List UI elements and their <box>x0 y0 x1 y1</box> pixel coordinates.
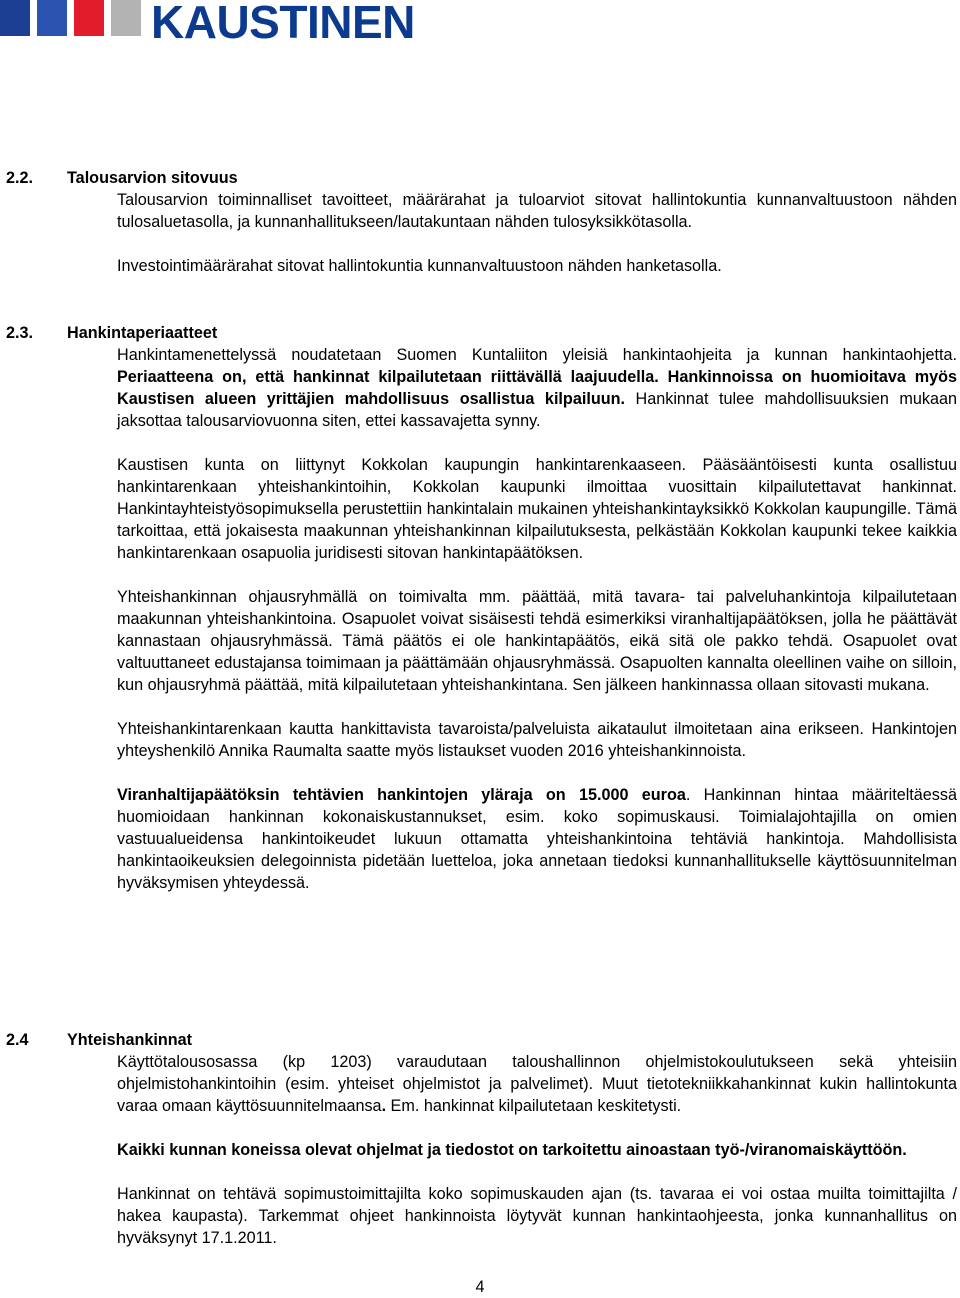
paragraph <box>117 784 957 894</box>
section-title: Hankintaperiaatteet <box>67 324 218 342</box>
section-number: 2.4 <box>6 1031 29 1049</box>
text-run: Hankinnat tulee mahdollisuuksien mukaan jaksottaa talousarviovuonna siten, ettei kassavajetta synny. <box>117 390 957 430</box>
bold-text: . <box>381 1097 387 1115</box>
logo-mark-icon <box>0 0 148 44</box>
logo-square-dark <box>0 0 30 36</box>
section-2-3-body <box>117 344 957 894</box>
page-number: 4 <box>475 1278 485 1296</box>
paragraph: Investointimäärärahat sitovat hallintokuntia kunnanvaltuustoon nähden hanketasolla. <box>117 257 722 275</box>
text-run: Em. hankinnat kilpailutetaan keskitetysti. <box>386 1097 682 1115</box>
paragraph <box>117 1051 957 1117</box>
logo-square-blue <box>37 0 67 36</box>
paragraph-bold: Kaikki kunnan koneissa olevat ohjelmat ja tiedostot on tarkoitettu ainoastaan työ-/viranomaiskäyttöön. <box>117 1141 907 1159</box>
paragraph: Talousarvion toiminnalliset tavoitteet, määrärahat ja tuloarviot sitovat hallintokuntia kunnanvaltuustoon nähden tulosaluetasolla, ja kunnanhallitukseen/lautakuntaan nähden tulosyksikkötasolla. <box>117 191 957 231</box>
paragraph: Hankinnat on tehtävä sopimustoimittajilta koko sopimuskauden ajan (ts. tavaraa ei voi ostaa muilta toimittajilta / hakea kaupasta). Tarkemmat ohjeet hankinnoista löytyvät kunnan hankintaohjeesta, jonka kunnanhallitus on hyväksynyt 17.1.2011. <box>117 1185 957 1247</box>
paragraph: Kaustisen kunta on liittynyt Kokkolan kaupungin hankintarenkaaseen. Pääsääntöisesti kunta osallistuu hankintarenkaan yhteishankintoihin, Kokkolan kaupunki ilmoittaa vuosittain kilpailutettavat hankinnat. Hankintayhteistyösopimuksella perustettiin hankintalain mukainen yhteishankintayksikkö Kokkolan kaupungille. Tämä tarkoittaa, että jokaisesta maakunnan yhteishankinnan kilpailutuksesta, pelkästään Kokkolan kaupunki tekee kaikkia hankintarenkaan osapuolia juridisesti sitovan hankintapäätöksen. <box>117 456 957 562</box>
section-2-4-body <box>117 1051 957 1249</box>
text-run: Käyttötalousosassa (kp 1203) varaudutaan taloushallinnon ohjelmistokoulutukseen sekä yhteisiin ohjelmistohankintoihin (esim. yhteiset ohjelmistot ja palvelimet). Muut tietotekniikkahankinnat kukin hallintokunta varaa omaan käyttösuunnitelmaansa <box>117 1053 957 1115</box>
section-title: Talousarvion sitovuus <box>67 169 238 187</box>
logo-square-grey <box>111 0 141 36</box>
section-number: 2.2. <box>6 169 34 187</box>
kaustinen-logo <box>0 0 415 48</box>
text-run: . Hankinnan hintaa määriteltäessä huomioidaan hankinnan kokonaiskustannukset, esim. koko sopimuskausi. Toimialajohtajilla on omien vastuualueidensa hankintoikeudet lukuun ottamatta yhteishankintoina tehtäviä hankintoja. Mahdollisista hankintaoikeuksien delegoinnista pidetään luetteloa, joka annetaan tiedoksi kunnanhallitukselle käyttösuunnitelman hyväksymisen yhteydessä. <box>117 786 957 892</box>
section-title: Yhteishankinnat <box>67 1031 193 1049</box>
section-number: 2.3. <box>6 324 34 342</box>
bold-text: Periaatteena on, että hankinnat kilpailutetaan riittävällä laajuudella. Hankinnoissa on huomioitava myös Kaustisen alueen yrittäjien mahdollisuus osallistua kilpailuun. <box>117 368 957 408</box>
logo-square-red <box>74 0 104 36</box>
paragraph: Yhteishankintarenkaan kautta hankittavista tavaroista/palveluista aikataulut ilmoitetaan aina erikseen. Hankintojen yhteyshenkilö Annika Raumalta saatte myös listaukset vuoden 2016 yhteishankinnoista. <box>117 720 957 760</box>
paragraph <box>117 344 957 432</box>
paragraph: Yhteishankinnan ohjausryhmällä on toimivalta mm. päättää, mitä tavara- tai palveluhankintoja kilpailutetaan maakunnan yhteishankintoina. Osapuolet voivat sisäisesti tehdä esimerkiksi viranhaltijapäätöksen, jolla he päättävät kannastaan ohjausryhmässä. Tämä päätös ei ole hankintapäätös, eikä sitä ole pakko tehdä. Osapuolet ovat valtuuttaneet edustajansa toimimaan ja päättämään ohjausryhmässä. Osapuolten kannalta oleellinen vaihe on silloin, kun ohjausryhmä päättää, mitä kilpailutetaan yhteishankintana. Sen jälkeen hankinnassa ollaan sitovasti mukana. <box>117 588 957 694</box>
text-run: Hankintamenettelyssä noudatetaan Suomen Kuntaliiton yleisiä hankintaohjeita ja kunnan hankintaohjetta. <box>117 346 957 364</box>
bold-text: Viranhaltijapäätöksin tehtävien hankintojen yläraja on 15.000 euroa <box>117 786 686 804</box>
logo-text: KAUSTINEN <box>151 0 415 48</box>
section-2-2-body <box>117 189 957 277</box>
